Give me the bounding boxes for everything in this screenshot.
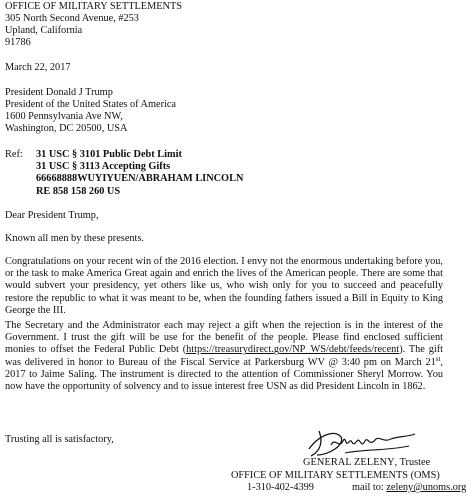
signer-line xyxy=(303,457,430,469)
signer-name: GENERAL ZELENY xyxy=(303,457,395,468)
gift-text-b: ). The gift was delivered in honor to Bureau of the Fiscal Service at Parkersburg WV @ 3:40 pm on March 21 xyxy=(5,344,443,368)
signer-role: , Trustee xyxy=(394,457,431,468)
signature-mail xyxy=(352,482,466,494)
sender-org: OFFICE OF MILITARY SETTLEMENTS xyxy=(5,1,182,12)
gift-text-c: , 2017 to Jaime Saling. The instrument is directed to the attention of Commissioner Sheryl Morrow. You now have the opportunity of solvency and to issue interest free USN as did President Lincoln in 1862. xyxy=(5,356,443,393)
recipient-title: President of the United States of America xyxy=(5,99,176,110)
reference-label: Ref: xyxy=(5,149,23,160)
signature-office: OFFICE OF MILITARY SETTLEMENTS (OMS) xyxy=(231,470,440,481)
mail-label: mail to: xyxy=(352,482,387,493)
reference-item: 31 USC § 3113 Accepting Gifts xyxy=(36,161,171,173)
sender-street: 305 North Second Avenue, #253 xyxy=(5,13,139,24)
date-suffix: st xyxy=(435,354,441,363)
known-all-men: Known all men by these presents. xyxy=(5,233,144,244)
paragraph-congratulations: Congratulations on your recent win of the 2016 election. I envy not the enormous undertaking before you, or the task to make America Great again and enrich the lives of the American people. There are some that would subvert your presidency, yet others like us, who wish only for you to succeed and peacefully restore the republic to what it was meant to be, when the founding fathers issued a Bill in Equity to King George the III. xyxy=(5,256,443,316)
recipient-street: 1600 Pennsylvania Ave NW, xyxy=(5,111,123,122)
treasury-debt-link[interactable]: https://treasurydirect.gov/NP_WS/debt/feeds/recent xyxy=(186,344,400,356)
reference-item: RE 858 158 260 US xyxy=(36,185,121,197)
reference-item: 66668888WUYIYUEN/ABRAHAM LINCOLN xyxy=(36,173,244,185)
mail-link[interactable]: zeleny@unoms.org xyxy=(386,482,466,493)
sender-zip: 91786 xyxy=(5,37,31,48)
reference-item: 31 USC § 3101 Public Debt Limit xyxy=(36,149,182,160)
salutation: Dear President Trump, xyxy=(5,210,99,221)
signature-phone: 1-310-402-4399 xyxy=(247,482,314,493)
recipient-city: Washington, DC 20500, USA xyxy=(5,123,128,134)
gift-text-a: The Secretary and the Administrator each may reject a gift when the rejection is in the interest of the Government. I trust the gift will be use for the benefit of the people. Please find enclosed sufficient monies to offset the Federal Public Debt ( xyxy=(5,320,443,356)
paragraph-gift xyxy=(5,320,443,393)
handwritten-signature xyxy=(305,427,423,459)
recipient-name: President Donald J Trump xyxy=(5,87,113,98)
sender-city: Upland, California xyxy=(5,25,83,36)
closing: Trusting all is satisfactory, xyxy=(5,434,114,445)
letter-date: March 22, 2017 xyxy=(5,62,71,73)
